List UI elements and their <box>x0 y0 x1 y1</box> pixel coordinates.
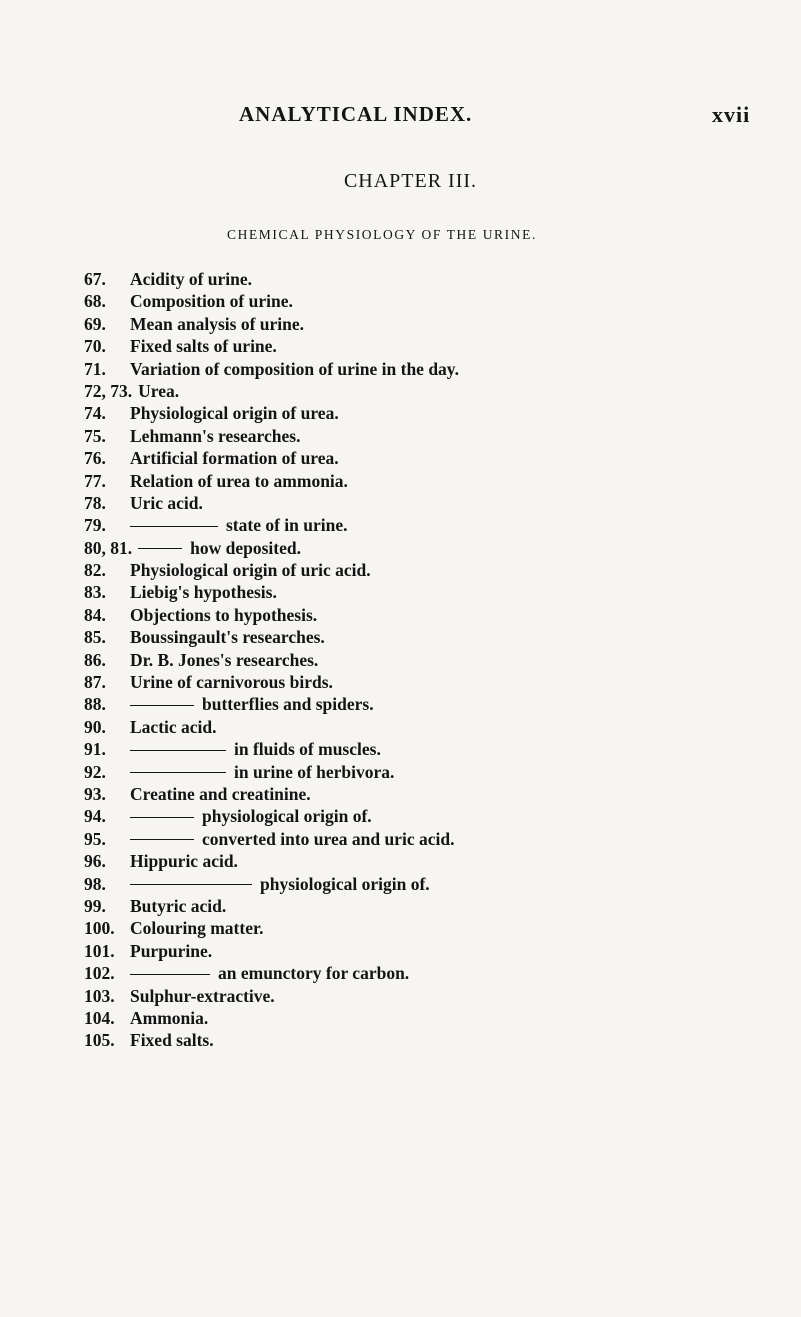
entry-number: 87. <box>84 672 106 693</box>
index-entry <box>84 581 459 603</box>
index-entry <box>84 917 459 939</box>
entry-text: Boussingault's researches. <box>130 627 325 648</box>
entry-text: in fluids of muscles. <box>234 739 381 760</box>
entry-text: how deposited. <box>190 537 301 558</box>
index-entry <box>84 514 459 536</box>
index-entry <box>84 268 459 290</box>
entry-text: Composition of urine. <box>130 291 293 312</box>
index-entry <box>84 626 459 648</box>
index-entry <box>84 783 459 805</box>
entry-number: 103. <box>84 985 115 1006</box>
index-entry <box>84 447 459 469</box>
index-entry <box>84 761 459 783</box>
entry-number: 77. <box>84 470 106 491</box>
entry-text: Lactic acid. <box>130 716 217 737</box>
entry-number: 67. <box>84 269 106 289</box>
entry-number: 100. <box>84 918 115 939</box>
entry-text: Colouring matter. <box>130 918 264 939</box>
entry-text: Urea. <box>138 380 180 401</box>
entry-number: 83. <box>84 582 106 603</box>
index-entry <box>84 895 459 917</box>
entry-number: 71. <box>84 358 106 379</box>
entry-text: Artificial formation of urea. <box>130 448 339 469</box>
entry-text: Acidity of urine. <box>130 269 253 289</box>
index-entry <box>84 873 459 895</box>
entry-text: Lehmann's researches. <box>130 425 301 446</box>
index-entry <box>84 805 459 827</box>
entry-text: Mean analysis of urine. <box>130 313 305 334</box>
chapter-title: CHAPTER III. <box>343 170 478 192</box>
index-entry <box>84 492 459 514</box>
index-entry <box>84 649 459 671</box>
index-entry <box>84 828 459 850</box>
running-head <box>0 102 801 132</box>
index-entry <box>84 290 459 312</box>
entry-text: converted into urea and uric acid. <box>202 828 455 849</box>
entry-text: physiological origin of. <box>260 873 430 894</box>
entry-text: Physiological origin of urea. <box>130 403 339 424</box>
chapter-subtitle: CHEMICAL PHYSIOLOGY OF THE URINE. <box>227 227 537 242</box>
entry-number: 101. <box>84 940 115 961</box>
entry-text: Dr. B. Jones's researches. <box>130 649 319 670</box>
index-entry <box>84 380 459 402</box>
entry-text: Sulphur-extractive. <box>130 985 275 1006</box>
index-entry <box>84 962 459 984</box>
index-entry <box>84 537 459 559</box>
index-entry <box>84 940 459 962</box>
entry-number: 84. <box>84 604 106 625</box>
entry-text: Butyric acid. <box>130 895 227 916</box>
entry-number: 104. <box>84 1007 115 1028</box>
entry-text: Uric acid. <box>130 492 203 513</box>
entry-text: Hippuric acid. <box>130 851 238 872</box>
entry-number: 75. <box>84 425 106 446</box>
entry-text: Liebig's hypothesis. <box>130 582 277 603</box>
index-entry <box>84 358 459 380</box>
ditto-dash <box>130 884 252 885</box>
index-entry <box>84 716 459 738</box>
index-entry <box>84 313 459 335</box>
ditto-dash <box>130 839 194 840</box>
entry-number: 91. <box>84 739 106 760</box>
index-entry <box>84 425 459 447</box>
entry-number: 93. <box>84 783 106 804</box>
entry-text: Ammonia. <box>130 1007 209 1028</box>
ditto-dash <box>130 526 218 527</box>
entry-text: Purpurine. <box>130 940 213 961</box>
entry-text: Physiological origin of uric acid. <box>130 560 371 581</box>
page-number: xvii <box>712 102 751 127</box>
index-entry <box>84 671 459 693</box>
running-title: ANALYTICAL INDEX. <box>239 102 473 126</box>
entry-text: butterflies and spiders. <box>202 694 374 715</box>
entry-text: state of in urine. <box>226 515 348 536</box>
entry-text: Relation of urea to ammonia. <box>130 470 348 491</box>
entry-number: 95. <box>84 828 106 849</box>
ditto-dash <box>130 705 194 706</box>
index-entry <box>84 604 459 626</box>
ditto-dash <box>138 548 182 549</box>
entry-number: 70. <box>84 336 106 357</box>
ditto-dash <box>130 750 226 751</box>
entry-text: physiological origin of. <box>202 806 372 827</box>
entry-number: 86. <box>84 649 106 670</box>
entry-number: 92. <box>84 761 106 782</box>
entry-text: Urine of carnivorous birds. <box>130 672 333 693</box>
entry-number: 85. <box>84 627 106 648</box>
entry-number: 69. <box>84 313 106 334</box>
index-entry <box>84 559 459 581</box>
ditto-dash <box>130 817 194 818</box>
index-entry <box>84 402 459 424</box>
index-entry <box>84 693 459 715</box>
entry-number: 102. <box>84 963 115 984</box>
index-entry <box>84 985 459 1007</box>
index-entry <box>84 335 459 357</box>
index-entry <box>84 850 459 872</box>
entry-number: 105. <box>84 1030 115 1051</box>
entry-text: Objections to hypothesis. <box>130 604 318 625</box>
entry-text: Creatine and creatinine. <box>130 783 311 804</box>
index-entry <box>84 1007 459 1029</box>
entry-text: an emunctory for carbon. <box>218 963 410 984</box>
index-entry <box>84 738 459 760</box>
entry-number: 88. <box>84 694 106 715</box>
entry-number: 68. <box>84 291 106 312</box>
entry-number: 99. <box>84 895 106 916</box>
entry-number: 74. <box>84 403 106 424</box>
entry-number: 72, 73. <box>84 380 133 401</box>
entry-number: 90. <box>84 716 106 737</box>
entry-number: 76. <box>84 448 106 469</box>
entry-number: 98. <box>84 873 106 894</box>
entry-text: in urine of herbivora. <box>234 761 395 782</box>
index-entry <box>84 1029 459 1051</box>
ditto-dash <box>130 974 210 975</box>
entry-text: Fixed salts of urine. <box>130 336 277 357</box>
entry-number: 82. <box>84 560 106 581</box>
ditto-dash <box>130 772 226 773</box>
entry-text: Variation of composition of urine in the day. <box>130 358 459 379</box>
entry-number: 80, 81. <box>84 537 133 558</box>
entry-number: 96. <box>84 851 106 872</box>
entry-number: 78. <box>84 492 106 513</box>
index-entry-list <box>84 268 459 1052</box>
entry-number: 79. <box>84 515 106 536</box>
index-entry <box>84 470 459 492</box>
entry-number: 94. <box>84 806 106 827</box>
entry-text: Fixed salts. <box>130 1030 214 1051</box>
